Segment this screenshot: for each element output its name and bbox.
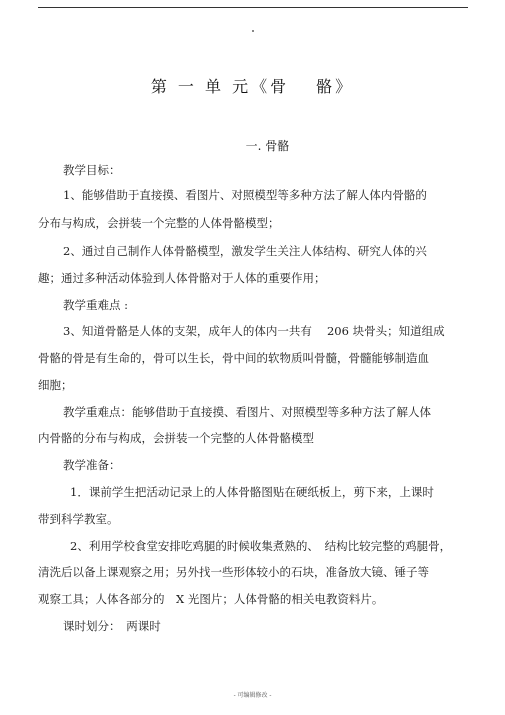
paragraph-line: 骨骼的骨是有生命的，骨可以生长，骨中间的软物质叫骨髓，骨髓能够制造血 [38,351,429,365]
paragraph-line: 1．课前学生把活动记录上的人体骨骼图贴在硬纸板上，剪下来，上课时 [70,485,434,499]
paragraph-line: 细胞； [38,378,73,392]
paragraph-line: 1、能够借助于直接摸、看图片、对照模型等多种方法了解人体内骨骼的 [63,188,427,202]
paragraph-line: 清洗后以备上课观察之用；另外找一些形体较小的石块，准备放大镜、锤子等 [38,565,429,579]
paragraph-line: 教学重难点 : [63,298,129,312]
header-rule [38,7,468,8]
paragraph-line: 教学准备： [63,458,121,472]
paragraph-line: 2、利用学校食堂安排吃鸡腿的时候收集煮熟的、 结构比较完整的鸡腿骨， [70,539,452,553]
section-heading: 一. 骨骼 [245,139,290,153]
paragraph-line: 教学重难点：能够借助于直接摸、看图片、对照模型等多种方法了解人体 [63,405,431,419]
paragraph-line: 内骨骼的分布与构成，会拼装一个完整的人体骨骼模型 [38,431,314,445]
paragraph-line: 教学目标： [63,163,121,177]
paragraph-line: 观察工具；人体各部分的 X 光图片；人体骨骼的相关电教资料片。 [38,592,384,606]
paragraph-line: 课时划分： 两课时 [63,619,161,633]
paragraph-line: 带到科学教室。 [38,512,119,526]
paragraph-line: 2、通过自己制作人体骨骼模型，激发学生关注人体结构、研究人体的兴 [63,244,427,258]
header-mark [252,30,254,32]
paragraph-line: 趣；通过多种活动体验到人体骨骼对于人体的重要作用； [38,271,326,285]
document-title: 第 一 单 元《骨 骼》 [150,77,355,96]
paragraph-line: 分布与构成，会拼装一个完整的人体骨骼模型； [38,216,280,230]
page-footer: - 可编辑修改 - [233,692,272,699]
paragraph-line: 3、知道骨骼是人体的支架，成年人的体内一共有 206 块骨头；知道组成 [63,324,445,338]
